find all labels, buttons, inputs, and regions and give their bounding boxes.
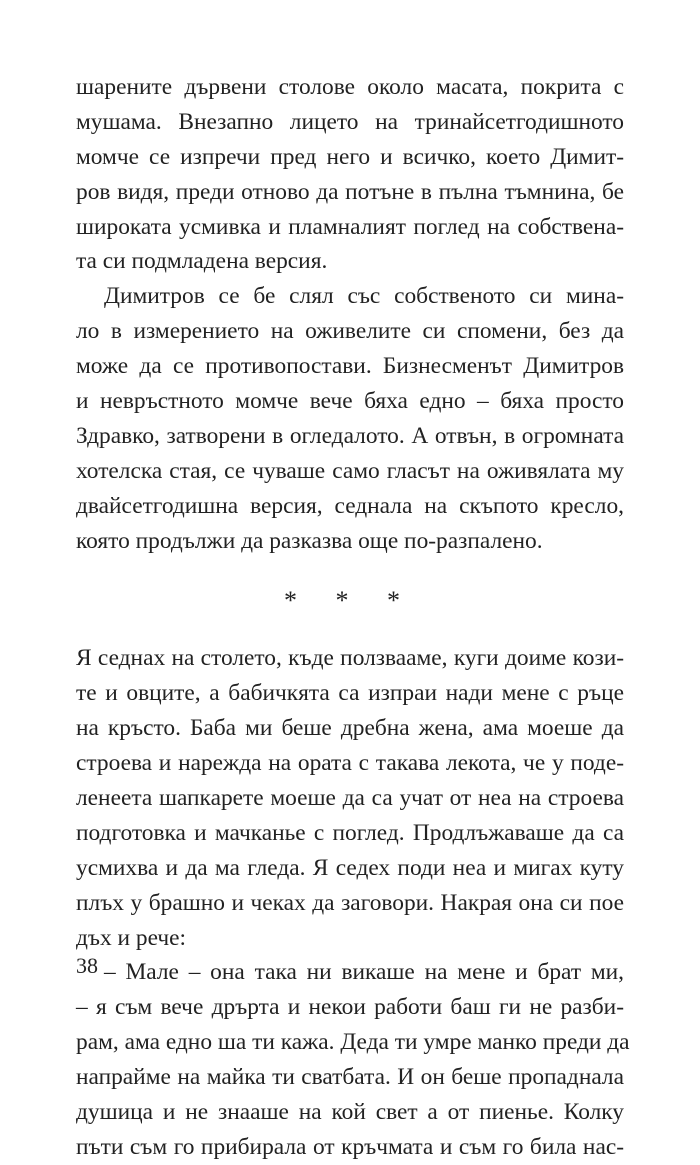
text-line: напрайме на майка ти сватбата. И он беше пропаднала [76, 1064, 624, 1091]
text-line: и невръстното момче вече бяха едно – бяха просто [76, 388, 624, 415]
text-line: та си подмладена версия. [76, 248, 328, 275]
text-line: те и овците, а бабичкята са изпраи нади мене с ръце [76, 680, 624, 707]
text-line: плъх у брашно и чеках да заговори. Накрая она си пое [76, 889, 624, 916]
paragraph-3 [76, 641, 624, 955]
text-line: – Мале – она така ни викаше на мене и брат ми, [104, 959, 624, 986]
text-line: ленеета шапкарете моеше да са учат от неа на строева [76, 785, 624, 812]
text-line: дъх и рече: [76, 924, 187, 951]
book-page [76, 70, 630, 1165]
text-line: – я съм вече дрърта и некои работи баш ги не разби- [76, 994, 624, 1021]
text-line: двайсетгодишна версия, седнала на скъпото кресло, [76, 492, 624, 519]
text-line: Димитров се бе слял със собственото си мина- [104, 283, 624, 310]
text-line: ров видя, преди отново да потъне в пълна тъмнина, бе [76, 178, 624, 205]
paragraph-4 [76, 955, 630, 1164]
text-line: подготовка и мачканье с поглед. Продлъжаваше да са [76, 819, 624, 846]
text-line: на кръсто. Баба ми беше дребна жена, ама моеше да [76, 715, 624, 742]
text-line: мушама. Внезапно лицето на тринайсетгодишното [76, 108, 624, 135]
text-line: Здравко, затворени в огледалото. А отвън, в огромната [76, 422, 624, 449]
text-line: пъти съм го прибирала от кръчмата и съм го била нас- [76, 1133, 624, 1160]
text-line: Я седнах на столето, къде ползвааме, куги доиме кози- [76, 645, 624, 672]
text-line: шарените дървени столове около масата, покрита с [76, 74, 624, 100]
page-number: 38 [76, 953, 98, 978]
section-separator: * * * [284, 586, 416, 616]
text-line: строева и нарежда на ората с такава лекота, че у поде- [76, 750, 624, 777]
paragraph-1 [76, 70, 624, 279]
text-line: рам, ама едно ша ти кажа. Деда ти умре манко преди да [76, 1029, 630, 1056]
text-line: която продължи да разказва още по-разпалено. [76, 527, 543, 554]
text-line: може да се противопостави. Бизнесменът Димитров [76, 353, 624, 380]
text-line: момче се изпречи пред него и всичко, което Димит- [76, 143, 624, 170]
paragraph-2 [76, 279, 624, 558]
text-line: ло в измерението на оживелите си спомени, без да [76, 318, 624, 345]
text-line: усмихва и да ма гледа. Я седех поди неа и мигах куту [76, 854, 624, 881]
text-line: душица и не знааше на кой свет а от пиенье. Колку [76, 1099, 624, 1126]
text-line: широката усмивка и пламналият поглед на собствена- [76, 213, 624, 240]
text-line: хотелска стая, се чуваше само гласът на оживялата му [76, 457, 624, 484]
